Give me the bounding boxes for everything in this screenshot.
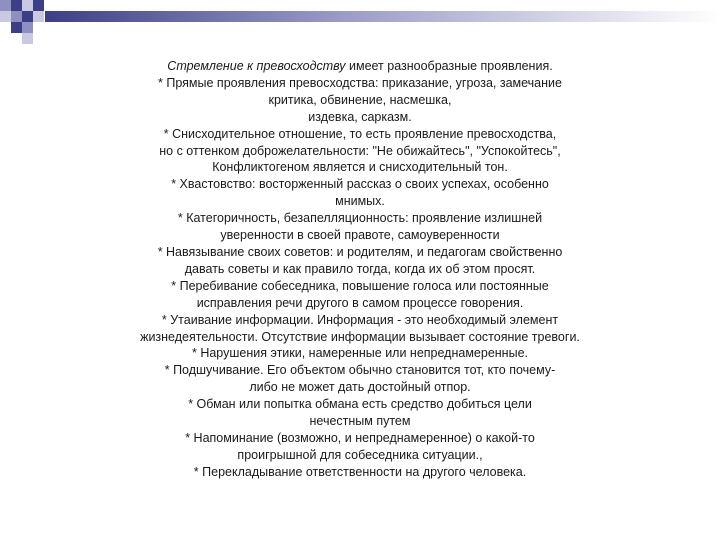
text-line: нечестным путем <box>309 414 411 429</box>
text-line: * Перекладывание ответственности на другого человека. <box>193 464 527 479</box>
text-line: * Категоричность, безапелляционность: проявление излишней <box>177 211 543 226</box>
decor-square <box>22 11 33 22</box>
text-line: * Перебивание собеседника, повышение голоса или постоянные <box>171 278 549 293</box>
text-line: Конфликтогеном является и снисходительный тон. <box>212 160 508 175</box>
text-line: мнимых. <box>335 194 385 209</box>
decor-square <box>11 22 22 33</box>
header-gradient-bar <box>45 11 720 22</box>
decor-square <box>33 11 44 22</box>
decor-square <box>0 0 11 11</box>
heading-rest: имеет разнообразные проявления. <box>345 59 553 73</box>
text-line: * Нарушения этики, намеренные или непреднамеренные. <box>191 346 528 361</box>
text-line: издевка, сарказм. <box>308 109 412 124</box>
text-line: но с оттенком доброжелательности: "Не обижайтесь", "Успокойтесь", <box>159 143 561 158</box>
heading-emphasis: Стремление к превосходству <box>167 59 346 73</box>
decor-square <box>0 11 11 22</box>
decor-square <box>22 33 33 44</box>
text-line: * Прямые проявления превосходства: приказание, угроза, замечание <box>158 75 562 90</box>
text-line: либо не может дать достойный отпор. <box>249 380 471 395</box>
text-line: критика, обвинение, насмешка, <box>268 92 452 107</box>
text-line: * Снисходительное отношение, то есть проявление превосходства, <box>163 126 557 141</box>
text-line: исправления речи другого в самом процессе говорения. <box>196 295 524 310</box>
text-line: уверенности в своей правоте, самоуверенности <box>220 228 500 243</box>
decor-square <box>11 11 22 22</box>
text-line: проигрышной для собеседника ситуации., <box>237 447 483 462</box>
text-line: жизнедеятельности. Отсутствие информации вызывает состояние тревоги. <box>140 329 580 344</box>
decor-square <box>22 22 33 33</box>
text-line: * Хвастовство: восторженный рассказ о своих успехах, особенно <box>171 177 549 192</box>
slide-heading <box>108 58 612 75</box>
slide-body-text <box>108 58 612 481</box>
text-line: давать советы и как правило тогда, когда их об этом просят. <box>184 261 536 276</box>
decor-square <box>22 0 33 11</box>
header-decoration <box>0 0 720 45</box>
decor-square <box>33 0 44 11</box>
text-line: * Утаивание информации. Информация - это необходимый элемент <box>161 312 559 327</box>
text-line: * Обман или попытка обмана есть средство добиться цели <box>188 397 532 412</box>
decor-square <box>11 0 22 11</box>
text-line: * Навязывание своих советов: и родителям, и педагогам свойственно <box>157 244 563 259</box>
text-line: * Напоминание (возможно, и непреднамеренное) о какой-то <box>185 430 535 445</box>
text-line: * Подшучивание. Его объектом обычно становится тот, кто почему- <box>164 363 556 378</box>
